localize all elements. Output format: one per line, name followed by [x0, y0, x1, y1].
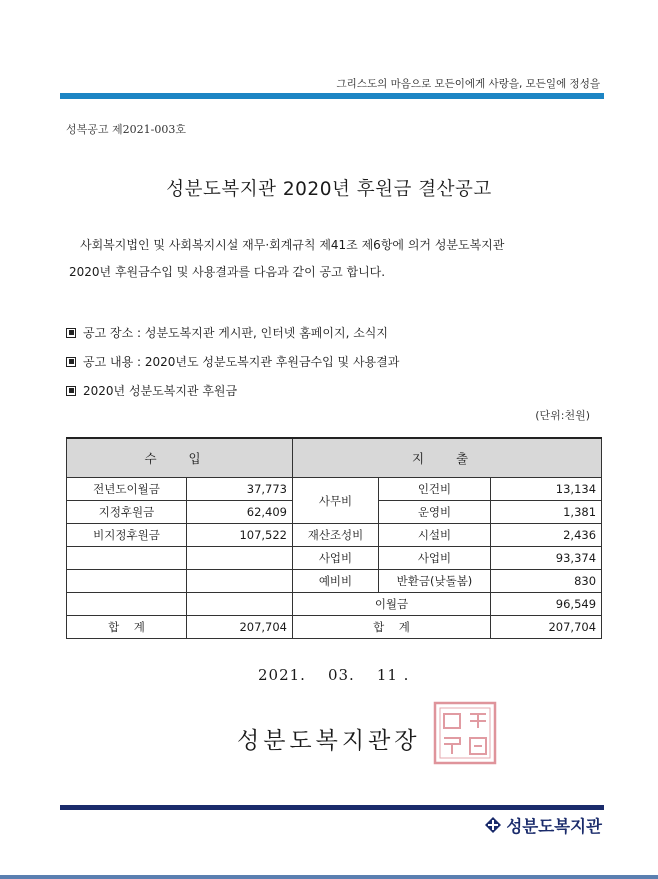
income-total: 207,704 [187, 616, 293, 639]
date-year: 2021. [258, 666, 306, 684]
expense-amount: 93,374 [491, 547, 602, 570]
cross-logo-icon [484, 816, 502, 834]
expense-label: 시설비 [379, 524, 491, 547]
official-seal-icon [432, 700, 498, 766]
table-row [67, 570, 602, 593]
organization-signature: 성분도복지관장 [237, 728, 421, 754]
empty-cell [187, 547, 293, 570]
expense-amount: 1,381 [491, 501, 602, 524]
finance-table [66, 437, 602, 639]
intro-line-2: 2020년 후원금수입 및 사용결과를 다음과 같이 공고 합니다. [69, 265, 386, 279]
carryover-amount: 96,549 [491, 593, 602, 616]
expense-group-project: 사업비 [293, 547, 379, 570]
table-row [67, 547, 602, 570]
expense-label: 사업비 [379, 547, 491, 570]
expense-total: 207,704 [491, 616, 602, 639]
income-header: 수 입 [67, 438, 293, 478]
income-label: 전년도이월금 [67, 478, 187, 501]
income-amount: 107,522 [187, 524, 293, 547]
carryover-label: 이월금 [293, 593, 491, 616]
table-header-row [67, 438, 602, 478]
expense-amount: 2,436 [491, 524, 602, 547]
footer-bar [60, 805, 604, 810]
expense-group-reserve: 예비비 [293, 570, 379, 593]
expense-header: 지 출 [293, 438, 602, 478]
announcement-date [258, 666, 431, 684]
footer-logo-text: 성분도복지관 [506, 817, 602, 836]
slogan: 그리스도의 마음으로 모든이에게 사랑을, 모든일에 정성을 [336, 78, 600, 90]
empty-cell [187, 570, 293, 593]
bullet-item [66, 347, 399, 376]
bullet-text: 2020년 성분도복지관 후원금 [83, 384, 238, 398]
expense-amount: 830 [491, 570, 602, 593]
square-bullet-icon [66, 386, 76, 396]
date-day: 11 . [376, 666, 410, 684]
total-row [67, 616, 602, 639]
table-row [67, 478, 602, 501]
income-amount: 37,773 [187, 478, 293, 501]
table-row [67, 593, 602, 616]
square-bullet-icon [66, 328, 76, 338]
expense-label: 반환금(낮돌봄) [379, 570, 491, 593]
page-title: 성분도복지관 2020년 후원금 결산공고 [166, 179, 492, 200]
intro-line-1: 사회복지법인 및 사회복지시설 재무·회계규칙 제41조 제6항에 의거 성분도복지관 [80, 238, 505, 252]
income-amount: 62,409 [187, 501, 293, 524]
expense-label: 운영비 [379, 501, 491, 524]
empty-cell [187, 593, 293, 616]
expense-group-property: 재산조성비 [293, 524, 379, 547]
intro-text [69, 232, 610, 286]
unit-label: (단위:천원) [535, 409, 590, 422]
expense-amount: 13,134 [491, 478, 602, 501]
income-label: 비지정후원금 [67, 524, 187, 547]
income-total-label: 합 계 [67, 616, 187, 639]
document-number: 성복공고 제2021-003호 [66, 123, 186, 136]
square-bullet-icon [66, 357, 76, 367]
footer-logo [484, 813, 602, 837]
bullet-item [66, 376, 399, 405]
bullet-text: 공고 장소 : 성분도복지관 게시판, 인터넷 홈페이지, 소식지 [83, 326, 388, 340]
empty-cell [67, 570, 187, 593]
expense-total-label: 합 계 [293, 616, 491, 639]
date-month: 03. [327, 666, 355, 684]
bullet-list [66, 318, 399, 405]
bullet-item [66, 318, 399, 347]
empty-cell [67, 593, 187, 616]
header-bar [60, 93, 604, 99]
expense-group-office: 사무비 [293, 478, 379, 524]
page-bottom-line [0, 875, 658, 879]
expense-label: 인건비 [379, 478, 491, 501]
income-label: 지정후원금 [67, 501, 187, 524]
bullet-text: 공고 내용 : 2020년도 성분도복지관 후원금수입 및 사용결과 [83, 355, 400, 369]
empty-cell [67, 547, 187, 570]
table-row [67, 524, 602, 547]
